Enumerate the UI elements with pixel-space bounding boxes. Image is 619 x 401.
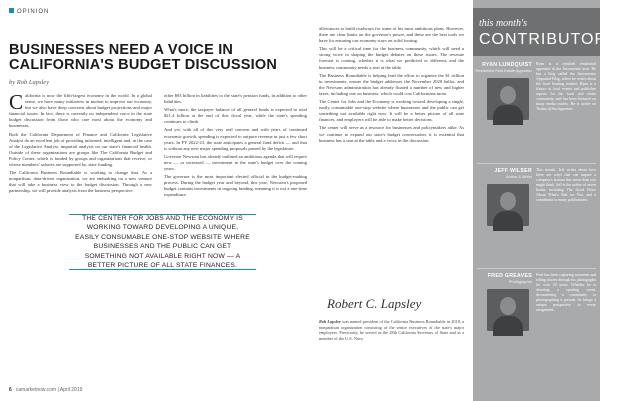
page-number: 6 bbox=[9, 387, 12, 393]
footer-text: camarketnow.com | April 2019 bbox=[15, 387, 83, 393]
drop-cap: C bbox=[9, 90, 24, 114]
paragraph: And yet, with all of this very real concern and with years of continued economic growth, spending is expected to outpace revenue in just a few short years. In FY 2022-23, the state anticipates a general fund deficit — and that is without any new major spending proposals passed by the legislature. bbox=[164, 127, 307, 151]
contributors-sidebar bbox=[473, 0, 619, 401]
contributor-bio: Fred has been capturing moments and telling stories through his photographs for over 20 years. Whether he is shooting a sporting event, documenting a community or photographing a portrait, he brings a unique perspective to every assignment. bbox=[536, 273, 596, 313]
sidebar-title: CONTRIBUTORS bbox=[479, 31, 619, 48]
paragraph: What's more, the taxpayer balance of all general funds is expected to total $21.4 billion at the end of this fiscal year, while the state's spending continues to climb. bbox=[164, 107, 307, 125]
contributor-bio: Ryan is a certified residential appraiser in the Sacramento area. He has a blog called the Sacramento Appraisal Blog, where he writes about the local housing market. Ryan is a fixture at local events and publishes reports for the local real estate community, and has been featured on many media outlets. He is active on Twitter @SacAppraiser. bbox=[536, 62, 596, 112]
contributor-name: FRED GREAVES bbox=[487, 273, 532, 279]
paragraph: Governor Newsom has already outlined an ambitious agenda that will require new — or increased — investment in the state's budget over the coming years. bbox=[164, 153, 307, 172]
contributor-bio: This month, Jeff writes about how there are ways that can impact a company's bottom line more than you might think. Jeff is the author of seven books, including The Good News About What's Bad for You, and a contributor to many publications. bbox=[536, 168, 597, 203]
contributor-role: Photographer bbox=[508, 280, 532, 284]
headline: BUSINESSES NEED A VOICE IN CALIFORNIA'S BUDGET DISCUSSION bbox=[9, 42, 278, 73]
contributor-role: Residential Real Estate Appraiser bbox=[475, 69, 532, 73]
author-bio: Rob Lapsley was named president of the California Business Roundtable in 2018, a nonpartisan organization consisting of the senior executives of the state's major employers. Previously, he served as the 28th California Secretary of State and as a member of the U.S. Navy. bbox=[319, 319, 465, 341]
byline: by Rob Lapsley bbox=[9, 79, 50, 86]
contributor-photo bbox=[487, 184, 529, 226]
sidebar-header bbox=[473, 8, 619, 56]
page-footer bbox=[9, 387, 82, 393]
paragraph: The Center for Jobs and the Economy is working toward developing a single, easily consumable one-stop website where businesses and the public can get something not available right now. It will be a better picture of all state finances, and employers will be able to make better decisions. bbox=[319, 99, 464, 123]
paragraph: other $93 billion in liabilities to the state's pension funds, in addition to other liabilities. bbox=[164, 93, 307, 105]
contributor-name: RYAN LUNDQUIST bbox=[482, 62, 532, 68]
section-label bbox=[9, 8, 49, 15]
paragraph: allowances to build roadways for some of his most ambitious plans. However, there are clear limits on the governor's power, and these are the best tools we have for ensuring our economy stays on solid footing. bbox=[319, 26, 464, 44]
section-label-text: OPINION bbox=[17, 9, 50, 15]
pull-quote: THE CENTER FOR JOBS AND THE ECONOMY IS WORKING TOWARD DEVELOPING A UNIQUE, EASILY CONSUMABLE ONE-STOP WEBSITE WHERE BUSINESSES AND THE PUBLIC CAN GET SOMETHING NOT AVAILABLE RIGHT NOW — A BETTER PICTURE OF ALL STATE FINANCES. bbox=[69, 214, 256, 270]
article bbox=[9, 26, 464, 376]
paragraph: The Business Roundtable is helping lead the effort to organize the $1 trillion in investments, ensure the budget addresses the November 2020 ballot, and the Newsom administration has already floated a number of new and higher taxes, including one on business, which could cost Californians more. bbox=[319, 72, 464, 96]
divider bbox=[477, 268, 596, 269]
section-square-icon bbox=[9, 8, 14, 13]
paragraph: The governor is the most important elected official in the budget-making process. During the budget year and beyond, this year, Newsom's proposed budget contains investments in ongoing funding, meaning it is not a one-time expenditure. bbox=[164, 174, 307, 198]
paragraph: Both the California Department of Finance and California Legislative Analyst do an excellent job of providing informed, intelligent and, in the case of the Legislative Analyst, impartial analysis on our state's financial health. Outside of these organizations are groups like The California Budget and Policy Center, which is funded by groups and organizations that receive, or whose members' salaries are supported by, state funding. bbox=[9, 131, 152, 168]
paragraph: California is now the fifth-largest economy in the world. In a global sense, we have many initiatives in motion to improve our economy, but we also have deep concerns about budget projections and major financial issues. In fact, there is currently no independent voice in the state budget discussion from those who care most about the economy and businesses. bbox=[9, 90, 152, 129]
contributor-photo bbox=[487, 78, 529, 120]
paragraph: The center will serve as a resource for businesses and policymakers alike. As we continue to expand our state's budget conversation, it is essential that business has a seat at the table and a voice in the discussion. bbox=[319, 125, 464, 143]
divider bbox=[477, 163, 596, 164]
contributor-photo bbox=[487, 289, 529, 331]
paragraph: This will be a critical time for the business community, which will need a strong voice in shaping the budget debates on these issues. The revenue forecast is coming, whether it is what we predicted or different, and the business community needs a seat at the table. bbox=[319, 46, 464, 70]
sidebar-kicker: this month's bbox=[479, 18, 527, 29]
bio-name: Rob Lapsley bbox=[319, 319, 341, 324]
contributor-role: Author & Writer bbox=[506, 175, 532, 179]
author-signature: Robert C. Lapsley bbox=[327, 296, 422, 311]
paragraph: The California Business Roundtable is working to change that. As a nonpartisan, data-driven organization, we are embarking on a new venture that will take a business view to the budget discussion. Through a new partnership, we will provide analysis from the business perspective. bbox=[9, 170, 152, 194]
contributor-name: JEFF WILSER bbox=[494, 168, 532, 174]
